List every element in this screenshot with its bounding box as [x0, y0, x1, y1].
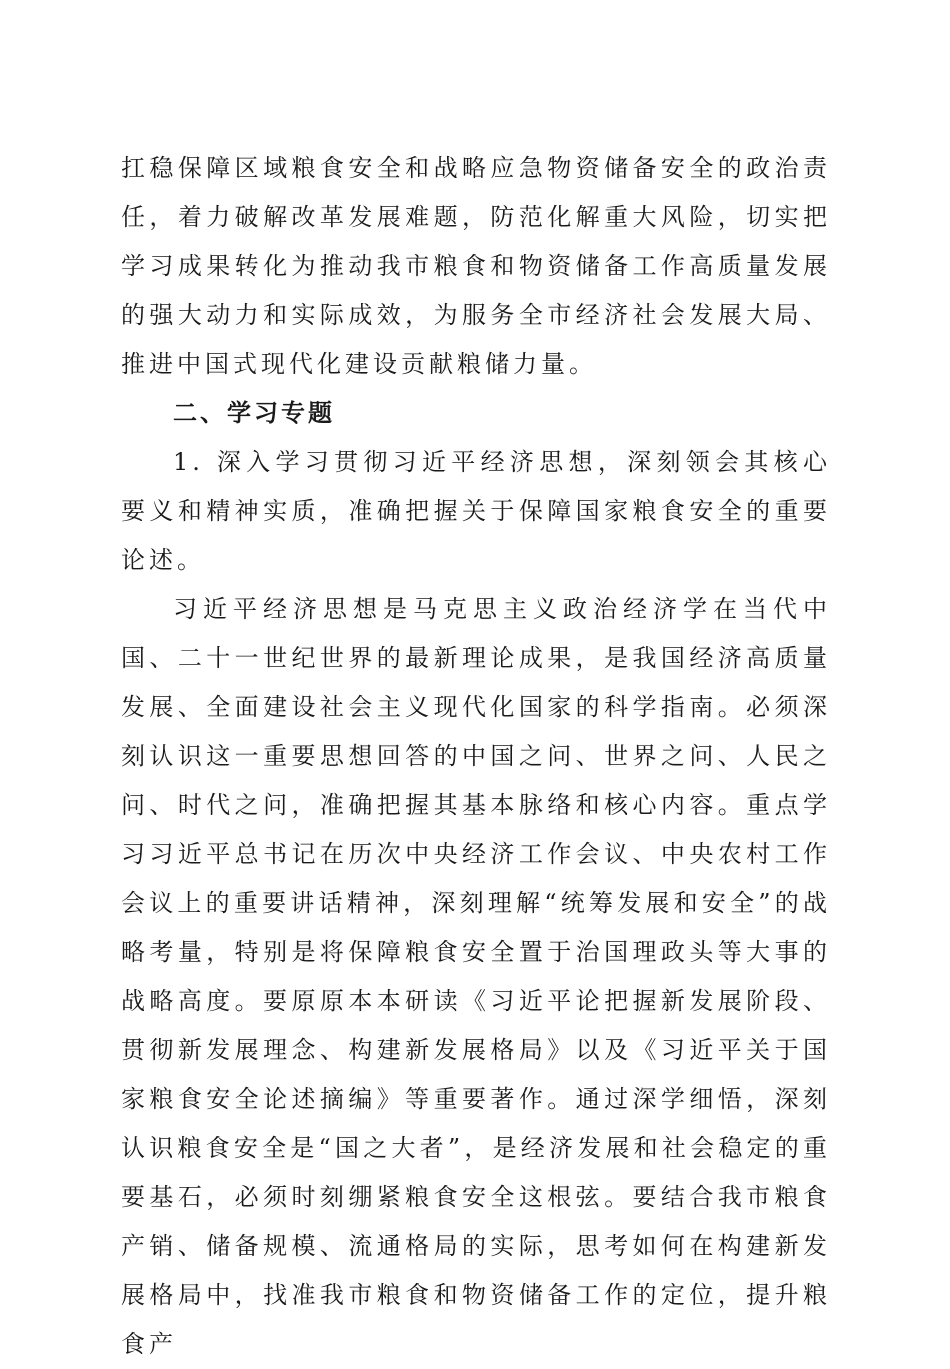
paragraph-body: 习近平经济思想是马克思主义政治经济学在当代中国、二十一世纪世界的最新理论成果，是我国经济高质量发展、全面建设社会主义现代化国家的科学指南。必须深刻认识这一重要思想回答的中国之问、世界之问、人民之问、时代之问，准确把握其基本脉络和核心内容。重点学习习近平总书记在历次中央经济工作会议、中央农村工作会议上的重要讲话精神，深刻理解“统筹发展和安全”的战略考量，特别是将保障粮食安全置于治国理政头等大事的战略高度。要原原本本研读《习近平论把握新发展阶段、贯彻新发展理念、构建新发展格局》以及《习近平关于国家粮食安全论述摘编》等重要著作。通过深学细悟，深刻认识粮食安全是“国之大者”，是经济发展和社会稳定的重要基石，必须时刻绷紧粮食安全这根弦。要结合我市粮食产销、储备规模、流通格局的实际，思考如何在构建新发展格局中，找准我市粮食和物资储备工作的定位，提升粮食产 [121, 595, 831, 1358]
section-heading: 二、学习专题 [173, 399, 335, 427]
paragraph-topic-1: 1. 深入学习贯彻习近平经济思想，深刻领会其核心要义和精神实质，准确把握关于保障国家粮食安全的重要论述。 [121, 448, 831, 574]
paragraph-continuation: 扛稳保障区域粮食安全和战略应急物资储备安全的政治责任，着力破解改革发展难题，防范化解重大风险，切实把学习成果转化为推动我市粮食和物资储备工作高质量发展的强大动力和实际成效，为服务全市经济社会发展大局、推进中国式现代化建设贡献粮储力量。 [121, 154, 831, 378]
document-body [121, 144, 831, 1369]
